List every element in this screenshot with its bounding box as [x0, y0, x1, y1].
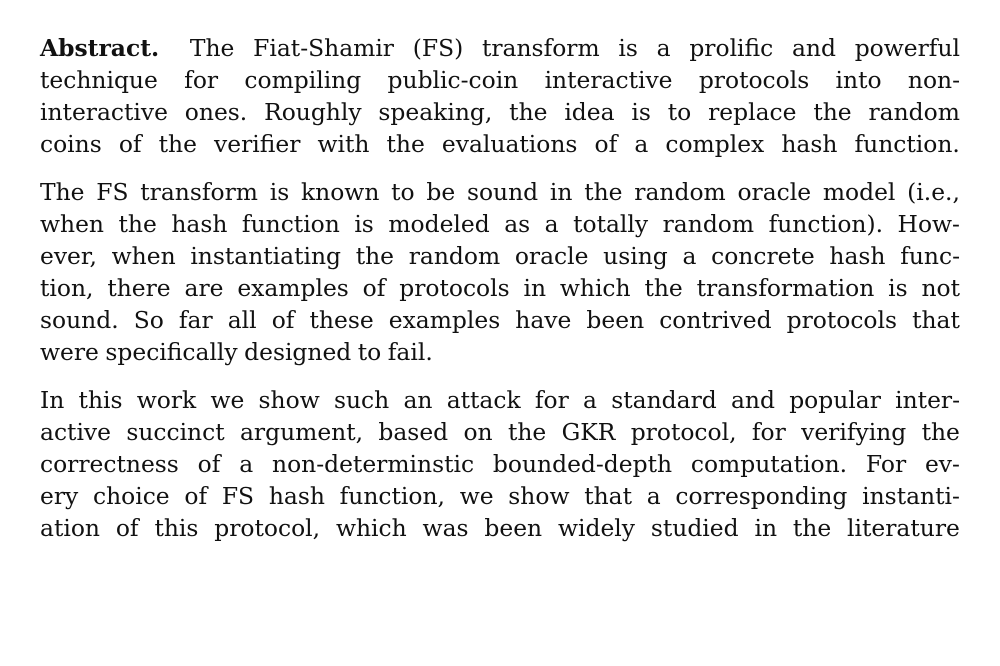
word: idea: [564, 98, 615, 126]
word: when: [111, 242, 176, 270]
word: technique: [40, 66, 158, 94]
word: this: [78, 386, 123, 414]
word: correctness: [40, 450, 179, 478]
word: far: [178, 306, 213, 334]
word: ation: [40, 514, 100, 542]
word: the: [921, 418, 960, 446]
word: been: [484, 514, 543, 542]
word: protocols: [399, 274, 510, 302]
word: not: [921, 274, 960, 302]
word: Roughly: [264, 98, 362, 126]
word: examples: [237, 274, 349, 302]
word: speaking,: [378, 98, 493, 126]
word: designed: [244, 338, 352, 366]
word: tion,: [40, 274, 94, 302]
word: which: [335, 514, 407, 542]
word: work: [136, 386, 197, 414]
word: func-: [900, 242, 960, 270]
word: is: [618, 34, 638, 62]
word: sound: [466, 178, 539, 206]
word: into: [835, 66, 882, 94]
word: was: [422, 514, 469, 542]
text-line: [40, 96, 960, 128]
word: show: [508, 482, 570, 510]
word: protocol,: [214, 514, 321, 542]
text-line: [40, 176, 960, 208]
word: as: [504, 210, 531, 238]
text-line: [40, 336, 960, 368]
word: verifying: [801, 418, 907, 446]
word: to: [667, 98, 692, 126]
abstract-paragraph-3: [40, 384, 960, 544]
abstract-label: Abstract.: [40, 34, 160, 62]
word: transform: [140, 178, 258, 206]
word: complex: [665, 130, 765, 158]
word: function,: [339, 482, 445, 510]
word: in: [523, 274, 547, 302]
word: is: [631, 98, 651, 126]
abstract-paragraph-1: [40, 32, 960, 160]
word: fail.: [387, 338, 433, 366]
word: FS: [96, 178, 129, 206]
word: widely: [557, 514, 635, 542]
word: evaluations: [441, 130, 578, 158]
word: instantiating: [190, 242, 342, 270]
word: on: [463, 418, 493, 446]
word: random: [408, 242, 501, 270]
word: this: [154, 514, 199, 542]
word: of: [197, 450, 221, 478]
text-line: [40, 64, 960, 96]
word: protocols: [786, 306, 897, 334]
word: sound.: [40, 306, 119, 334]
word: protocols: [698, 66, 810, 94]
word: bounded-depth: [492, 450, 673, 478]
word: model: [822, 178, 896, 206]
word: computation.: [690, 450, 848, 478]
word: specifically: [105, 338, 238, 366]
word: oracle: [514, 242, 589, 270]
word: of: [184, 482, 208, 510]
word: hash: [268, 482, 325, 510]
word: the: [507, 418, 547, 446]
word: have: [515, 306, 572, 334]
word: So: [133, 306, 164, 334]
text-line: [40, 128, 960, 160]
word: the: [813, 98, 852, 126]
word: hash: [829, 242, 886, 270]
word: a: [583, 386, 597, 414]
word: argument,: [239, 418, 364, 446]
word: show: [258, 386, 320, 414]
word: transform: [481, 34, 600, 62]
word: ev-: [924, 450, 960, 478]
word: the: [644, 274, 683, 302]
word: interactive: [544, 66, 673, 94]
word: of: [115, 514, 139, 542]
word: the: [792, 514, 832, 542]
abstract-section: [40, 32, 960, 560]
word: we: [210, 386, 245, 414]
word: with: [317, 130, 370, 158]
word: studied: [650, 514, 739, 542]
word: were: [40, 338, 99, 366]
word: which: [559, 274, 631, 302]
word: coins: [40, 130, 102, 158]
text-line: [40, 480, 960, 512]
word: for: [751, 418, 786, 446]
word: function).: [768, 210, 884, 238]
word: FS: [221, 482, 255, 510]
word: a: [682, 242, 697, 270]
word: the: [509, 98, 548, 126]
word: these: [309, 306, 374, 334]
word: powerful: [854, 34, 960, 62]
word: hash: [171, 210, 228, 238]
word: transformation: [696, 274, 875, 302]
word: standard: [611, 386, 717, 414]
word: the: [158, 130, 197, 158]
word: a: [239, 450, 254, 478]
word: of: [594, 130, 618, 158]
word: for: [184, 66, 219, 94]
word: a: [544, 210, 559, 238]
word: concrete: [711, 242, 815, 270]
word: corresponding: [675, 482, 848, 510]
word: prolific: [689, 34, 774, 62]
text-line: [40, 272, 960, 304]
word: totally: [573, 210, 649, 238]
word: function: [241, 210, 340, 238]
word: there: [107, 274, 171, 302]
word: How-: [897, 210, 960, 238]
word: attack: [446, 386, 521, 414]
word: For: [865, 450, 907, 478]
word: inter-: [895, 386, 960, 414]
word: the: [584, 178, 623, 206]
word: literature: [847, 514, 960, 542]
word: replace: [708, 98, 797, 126]
word: verifier: [214, 130, 301, 158]
text-line: [40, 512, 960, 544]
word: GKR: [561, 418, 616, 446]
text-line: [40, 384, 960, 416]
word: for: [534, 386, 569, 414]
word: succinct: [126, 418, 225, 446]
word: protocol,: [630, 418, 737, 446]
word: non-: [907, 66, 960, 94]
word: all: [227, 306, 257, 334]
word: compiling: [244, 66, 362, 94]
word: are: [184, 274, 224, 302]
word: and: [730, 386, 775, 414]
word: ery: [40, 482, 79, 510]
text-line: [40, 208, 960, 240]
word: In: [40, 386, 65, 414]
word: ever,: [40, 242, 97, 270]
text-line: [40, 240, 960, 272]
word: an: [403, 386, 433, 414]
word: a: [634, 130, 649, 158]
abstract-paragraph-2: [40, 176, 960, 368]
word: known: [300, 178, 380, 206]
word: to: [357, 338, 382, 366]
word: non-determinstic: [272, 450, 475, 478]
word: ones.: [184, 98, 248, 126]
word: such: [333, 386, 390, 414]
word: active: [40, 418, 111, 446]
word: been: [586, 306, 645, 334]
text-line: [40, 304, 960, 336]
word: a: [646, 482, 661, 510]
text-line: [40, 416, 960, 448]
word: function.: [854, 130, 960, 158]
word: is: [269, 178, 290, 206]
word: instanti-: [862, 482, 960, 510]
word: the: [118, 210, 157, 238]
word: random: [634, 178, 726, 206]
word: (i.e.,: [907, 178, 960, 206]
word: the: [386, 130, 425, 158]
word: a: [656, 34, 671, 62]
word: of: [362, 274, 386, 302]
word: interactive: [40, 98, 168, 126]
word: we: [459, 482, 494, 510]
word: The: [189, 34, 235, 62]
word: public-coin: [387, 66, 519, 94]
word: in: [549, 178, 573, 206]
text-line: [40, 32, 960, 64]
word: that: [584, 482, 633, 510]
word: modeled: [388, 210, 490, 238]
word: random: [662, 210, 755, 238]
word: of: [271, 306, 295, 334]
word: the: [355, 242, 395, 270]
word: be: [426, 178, 456, 206]
word: using: [603, 242, 668, 270]
word: in: [754, 514, 778, 542]
word: of: [118, 130, 142, 158]
word: random: [868, 98, 960, 126]
word: popular: [789, 386, 881, 414]
word: oracle: [737, 178, 812, 206]
word: choice: [92, 482, 170, 510]
word: hash: [781, 130, 838, 158]
word: based: [378, 418, 449, 446]
word: that: [912, 306, 960, 334]
word: is: [888, 274, 908, 302]
text-line: [40, 448, 960, 480]
word: and: [791, 34, 836, 62]
word: when: [40, 210, 104, 238]
word: Fiat-Shamir: [253, 34, 394, 62]
word: is: [354, 210, 374, 238]
word: The: [40, 178, 85, 206]
word: to: [391, 178, 415, 206]
word: contrived: [659, 306, 772, 334]
word: (FS): [412, 34, 464, 62]
word: examples: [388, 306, 501, 334]
